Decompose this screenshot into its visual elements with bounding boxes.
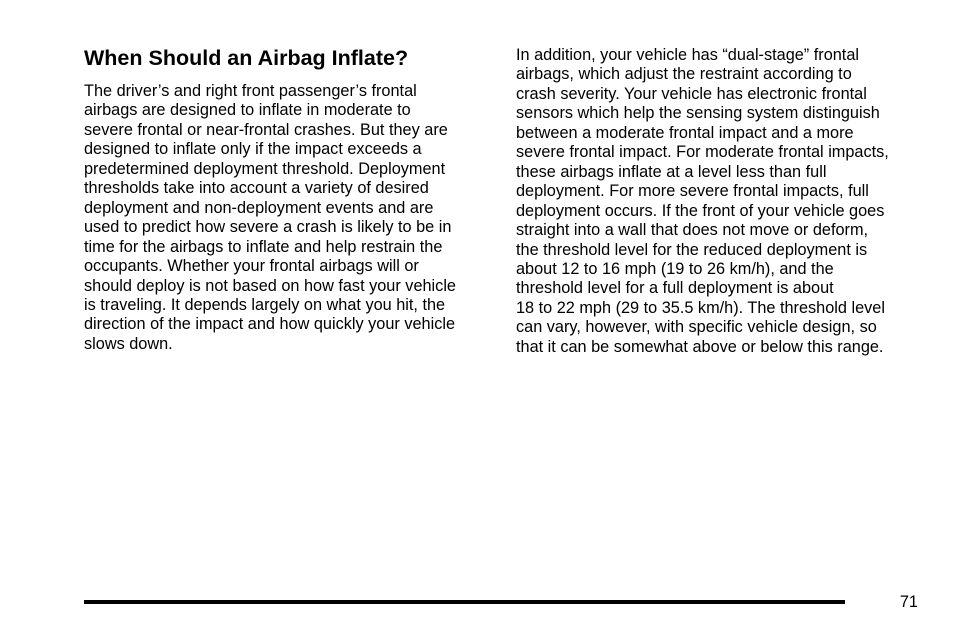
paragraph-line: airbags are designed to inflate in moderate to [84, 101, 411, 120]
page-number: 71 [899, 593, 918, 611]
paragraph-line: can vary, however, with specific vehicle design, so [516, 318, 877, 337]
paragraph-line: severe frontal or near-frontal crashes. But they are [84, 120, 448, 139]
paragraph-line: airbags, which adjust the restraint according to [516, 65, 852, 84]
paragraph-line: In addition, your vehicle has “dual-stage” frontal [516, 46, 860, 64]
paragraph-line: designed to inflate only if the impact exceeds a [84, 140, 422, 159]
section-heading: When Should an Airbag Inflate? [84, 46, 409, 70]
paragraph-line: thresholds take into account a variety of desired [84, 179, 429, 198]
paragraph-line: slows down. [84, 334, 173, 353]
right-paragraph [516, 46, 889, 357]
paragraph-line: is traveling. It depends largely on what you hit, the [84, 295, 446, 314]
paragraph-line: straight into a wall that does not move or deform, [516, 221, 869, 240]
paragraph-line: deployment occurs. If the front of your vehicle goes [516, 201, 885, 220]
paragraph-line: that it can be somewhat above or below this range. [516, 337, 884, 356]
paragraph-line: these airbags inflate at a level less than full [516, 162, 827, 181]
paragraph-line: between a moderate frontal impact and a more [516, 123, 854, 142]
paragraph-line: should deploy is not based on how fast your vehicle [84, 276, 456, 295]
paragraph-line: direction of the impact and how quickly your vehicle [84, 315, 456, 334]
paragraph-line: crash severity. Your vehicle has electronic frontal [516, 84, 867, 103]
paragraph-line: severe frontal impact. For moderate frontal impacts, [516, 143, 889, 162]
paragraph-line: the threshold level for the reduced deployment is [516, 240, 868, 259]
paragraph-line: time for the airbags to inflate and help restrain the [84, 237, 443, 256]
paragraph-line: occupants. Whether your frontal airbags will or [84, 257, 419, 276]
paragraph-line: 18 to 22 mph (29 to 35.5 km/h). The threshold level [516, 298, 885, 317]
paragraph-line: about 12 to 16 mph (19 to 26 km/h), and the [516, 259, 834, 278]
left-paragraph [84, 82, 456, 354]
footer-rule [84, 600, 845, 604]
paragraph-line: deployment. For more severe frontal impacts, full [516, 182, 869, 201]
paragraph-line: predetermined deployment threshold. Deployment [84, 159, 446, 178]
paragraph-line: threshold level for a full deployment is about [516, 279, 834, 298]
paragraph-line: used to predict how severe a crash is likely to be in [84, 218, 452, 237]
paragraph-line: The driver’s and right front passenger’s frontal [84, 82, 417, 100]
paragraph-line: deployment and non-deployment events and are [84, 198, 434, 217]
paragraph-line: sensors which help the sensing system distinguish [516, 104, 880, 123]
